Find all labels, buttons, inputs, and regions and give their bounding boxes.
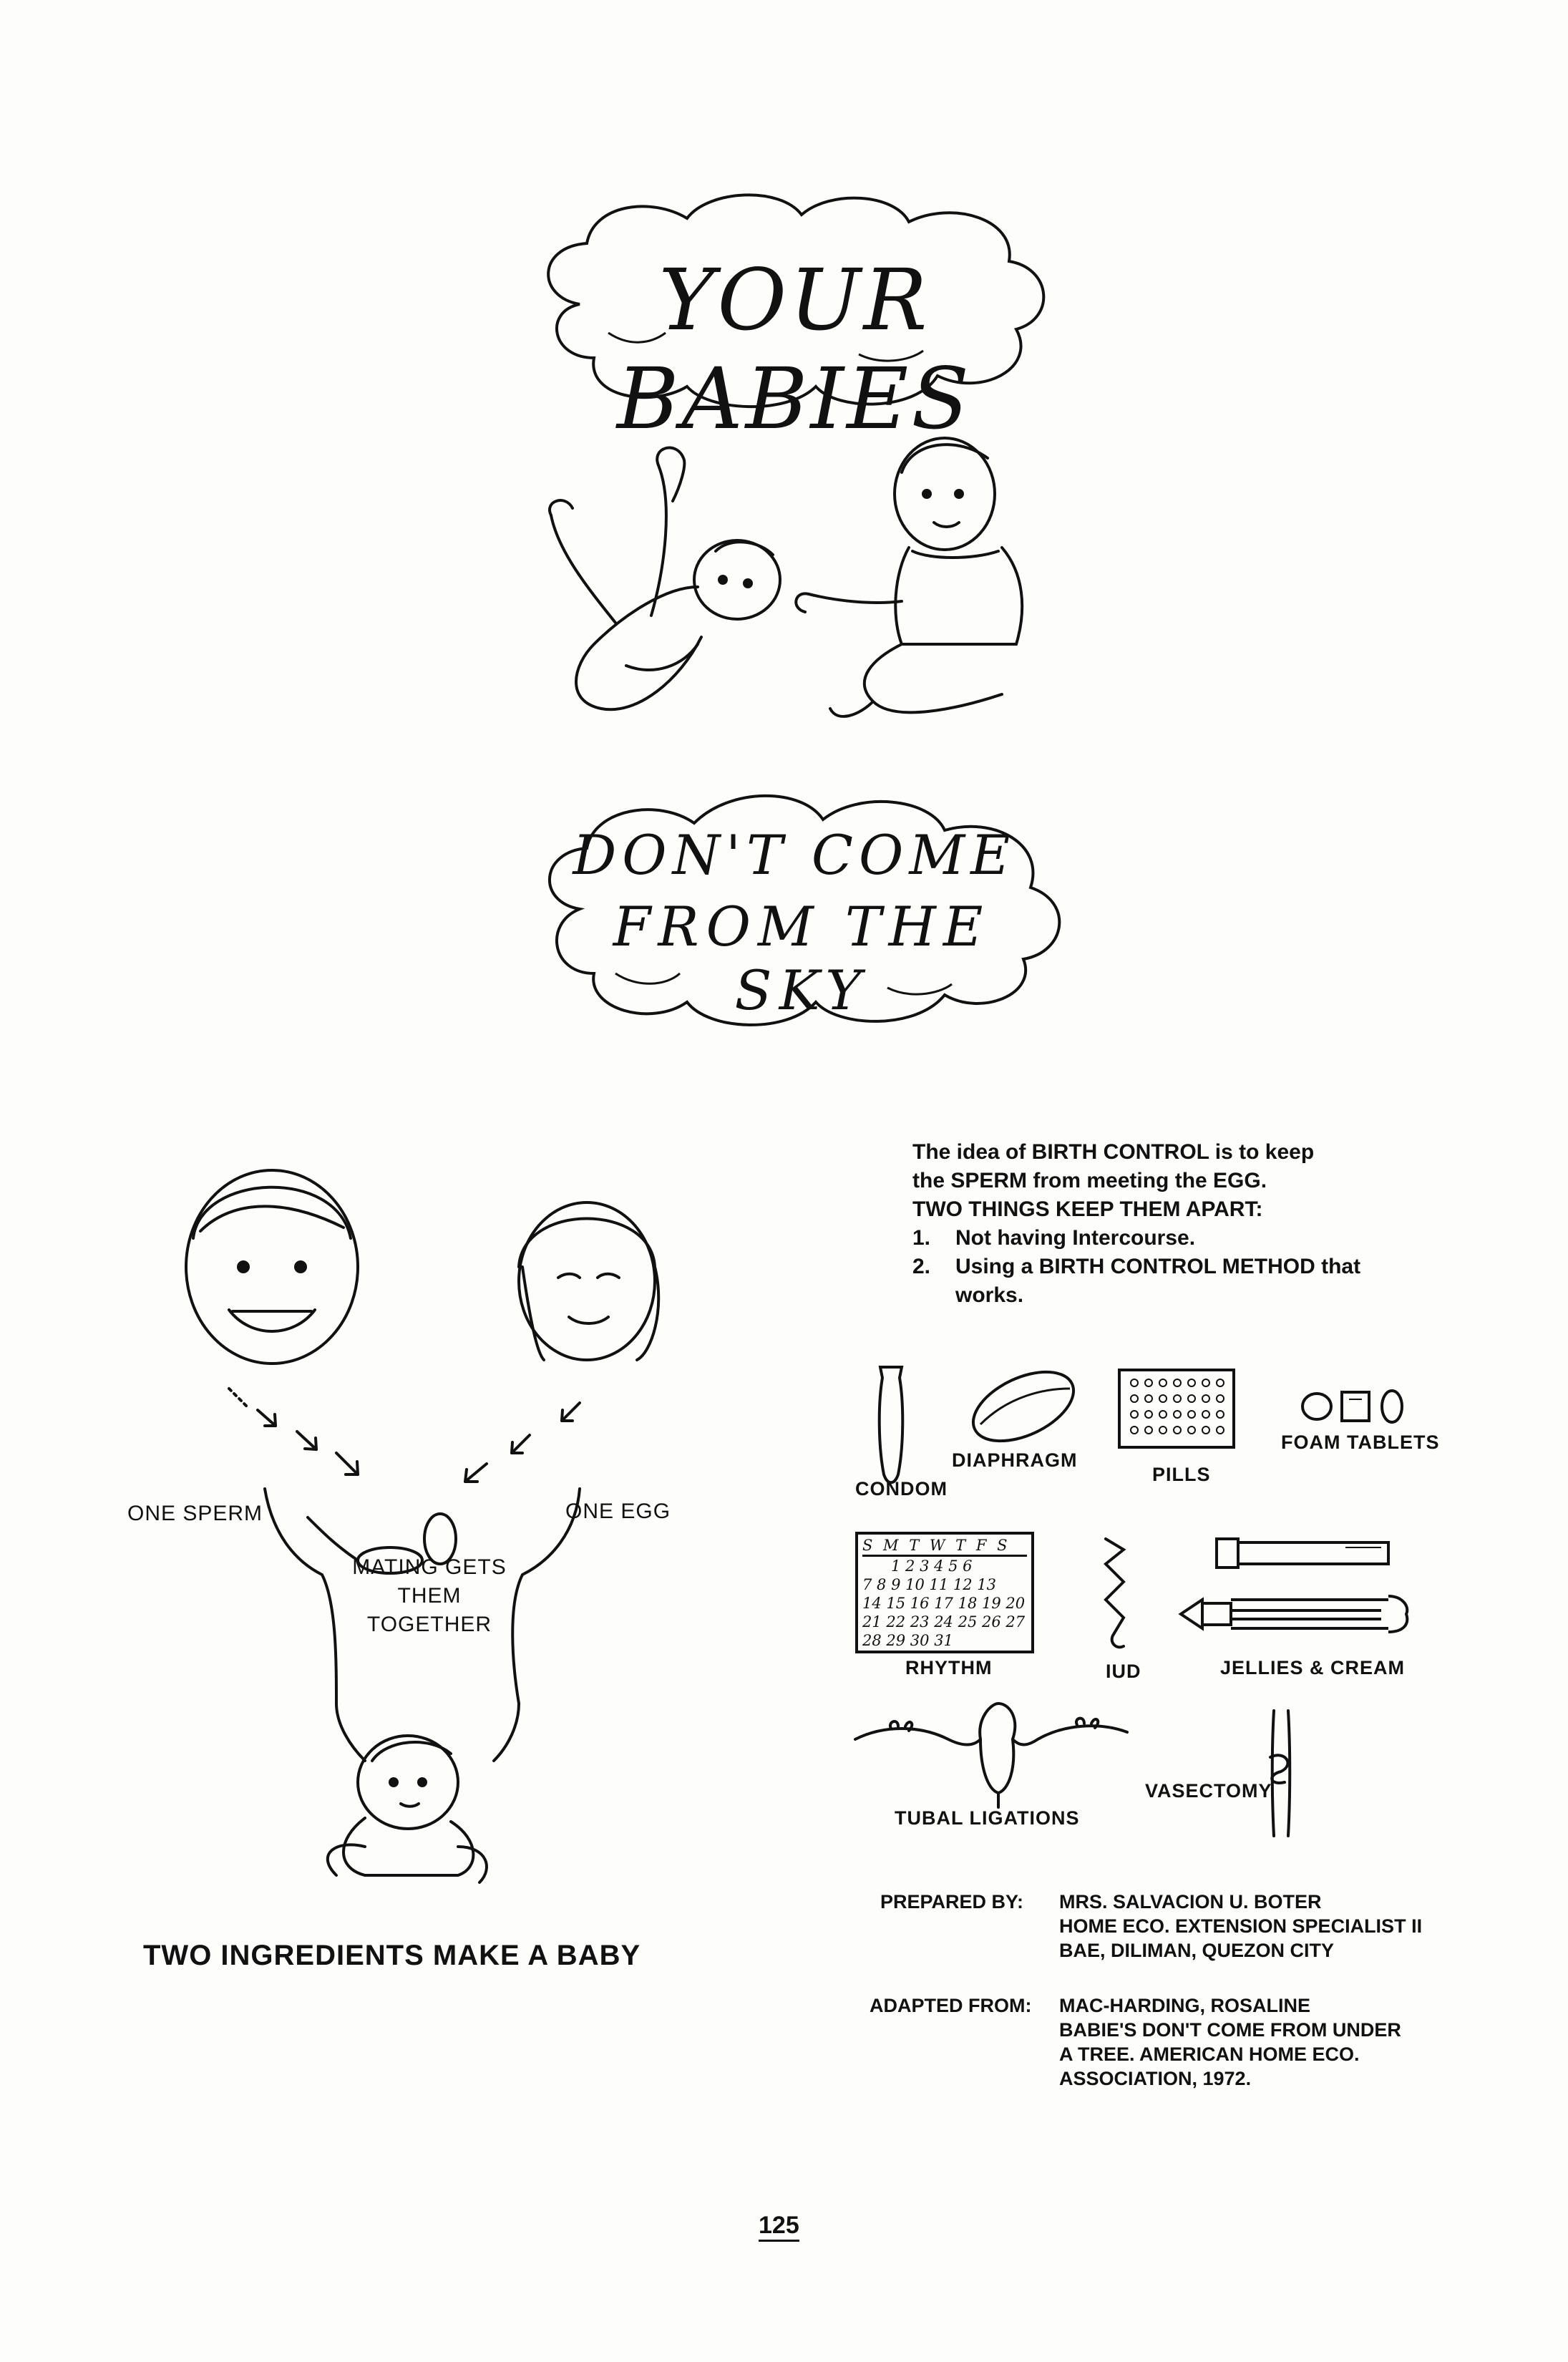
list-item-1 (912, 1224, 1485, 1253)
foam-tablets-label: FOAM TABLETS (1281, 1432, 1440, 1453)
adapted-from-label: ADAPTED FROM: (870, 1995, 1032, 2016)
title-text: YOUR BABIES (616, 251, 973, 448)
prepared-line-1: MRS. SALVACION U. BOTER (1059, 1891, 1322, 1913)
calendar-row-1: 1 2 3 4 5 6 (891, 1557, 973, 1575)
prepared-line-3: BAE, DILIMAN, QUEZON CITY (1059, 1940, 1334, 1961)
page-number: 125 (759, 2212, 799, 2242)
sky-cloud-text-line1: DON'T COME (573, 823, 1016, 887)
diaphragm-label: DIAPHRAGM (952, 1449, 1078, 1471)
pills-icon (1116, 1367, 1238, 1453)
list-item-1-text: Not having Intercourse. (955, 1226, 1196, 1250)
iud-icon (1091, 1532, 1141, 1653)
mating-text-line2: THEM (397, 1584, 462, 1608)
jellies-cream-label: JELLIES & CREAM (1220, 1657, 1406, 1678)
jellies-cream-icon (1174, 1525, 1417, 1661)
calendar-row-2: 7 8 9 10 11 12 13 (862, 1576, 997, 1593)
list-item-2-text: Using a BIRTH CONTROL METHOD that (955, 1255, 1361, 1278)
tubal-ligation-icon (848, 1696, 1134, 1811)
one-sperm-label: ONE SPERM (127, 1502, 263, 1525)
prepared-line-2: HOME ECO. EXTENSION SPECIALIST II (1059, 1915, 1423, 1937)
one-egg-label: ONE EGG (565, 1500, 671, 1523)
intro-line-2: the SPERM from meeting the EGG. (912, 1169, 1267, 1192)
mating-text-line1: MATING GETS (352, 1555, 507, 1579)
adapted-from-block (1059, 1993, 1401, 2091)
diaphragm-icon (966, 1367, 1081, 1446)
calendar-row-4: 21 22 23 24 25 26 27 (862, 1613, 1026, 1630)
intro-line-1: The idea of BIRTH CONTROL is to keep (912, 1140, 1315, 1164)
calendar-row-5: 28 29 30 31 (862, 1632, 953, 1649)
adapted-line-4: ASSOCIATION, 1972. (1059, 2068, 1252, 2089)
calendar-header: S M T W T F S (862, 1536, 1027, 1557)
foam-tablets-icon (1299, 1385, 1413, 1428)
list-item-1-number: 1. (912, 1226, 931, 1250)
diagram-caption: TWO INGREDIENTS MAKE A BABY (143, 1940, 641, 1971)
condom-label: CONDOM (855, 1478, 948, 1500)
list-item-2-continued: works. (955, 1283, 1024, 1307)
prepared-by-block (1059, 1890, 1422, 1963)
calendar-row-3: 14 15 16 17 18 19 20 (862, 1595, 1026, 1612)
mating-text-line3: TOGETHER (366, 1613, 492, 1636)
adapted-line-3: A TREE. AMERICAN HOME ECO. (1059, 2043, 1360, 2065)
mating-text (329, 1553, 530, 1639)
rhythm-label: RHYTHM (905, 1657, 993, 1678)
rhythm-calendar (855, 1532, 1034, 1653)
vasectomy-label: VASECTOMY (1145, 1780, 1272, 1802)
intro-line-3: TWO THINGS KEEP THEM APART: (912, 1197, 1263, 1221)
adapted-line-1: MAC-HARDING, ROSALINE (1059, 1995, 1310, 2016)
list-item-2 (912, 1253, 1485, 1281)
condom-icon (870, 1360, 912, 1489)
sky-cloud-text-line2: FROM THE SKY (613, 895, 990, 1022)
two-babies-illustration (501, 408, 1073, 744)
vasectomy-icon (1256, 1704, 1306, 1839)
list-item-2-number: 2. (912, 1255, 931, 1278)
tubal-ligations-label: TUBAL LIGATIONS (895, 1807, 1080, 1829)
birth-control-intro (912, 1138, 1485, 1310)
prepared-by-label: PREPARED BY: (880, 1891, 1024, 1913)
iud-label: IUD (1106, 1661, 1141, 1682)
adapted-line-2: BABIE'S DON'T COME FROM UNDER (1059, 2019, 1401, 2041)
pills-label: PILLS (1152, 1464, 1211, 1485)
